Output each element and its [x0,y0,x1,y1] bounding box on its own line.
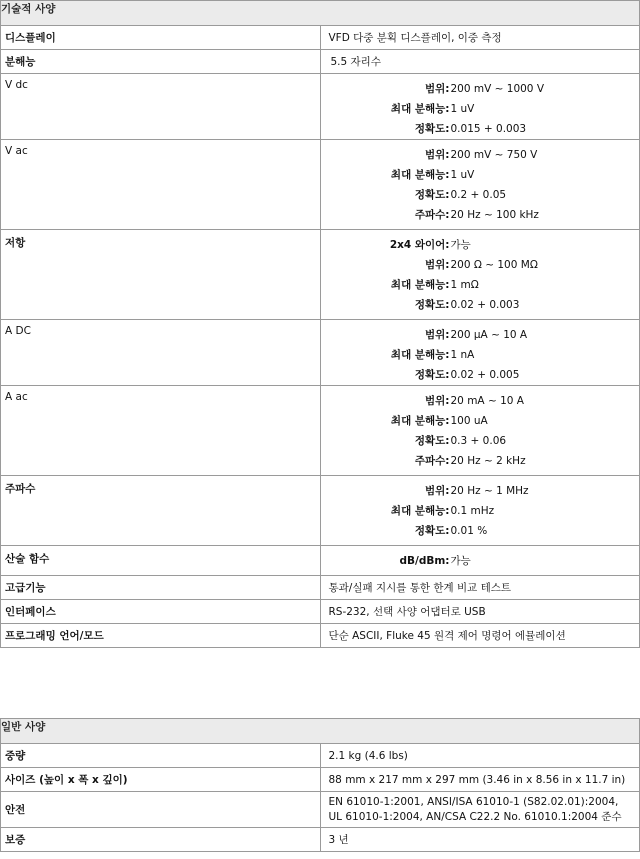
spec-key: 정확도: [414,299,450,311]
spec-value: 1 mΩ [450,279,479,291]
general-spec-table [0,718,640,852]
spec-value: 0.3 + 0.06 [450,435,507,447]
general-spec-title: 일반 사양 [1,719,640,744]
group-label-frequency: 주파수 [1,476,321,546]
group-values-vac [320,140,640,230]
group-values-frequency [320,476,640,546]
spec-value: 1 uV [450,169,475,181]
spec-key: 정확도: [414,189,450,201]
spec-value: 20 Hz ~ 100 kHz [450,209,539,221]
spec-key: 범위: [425,259,450,271]
spec-value: 1 nA [450,349,475,361]
tech-spec-title: 기술적 사양 [1,1,640,26]
spec-key: 정확도: [414,525,450,537]
spec-value: 20 Hz ~ 2 kHz [450,455,526,467]
group-values-math [320,546,640,576]
spec-value: 0.02 + 0.003 [450,299,520,311]
spec-value: 100 uA [450,415,488,427]
spec-key: 최대 분해능: [390,415,450,427]
spec-key: 범위: [425,83,450,95]
spec-value: 200 µA ~ 10 A [450,329,528,341]
row-value-weight: 2.1 kg (4.6 lbs) [320,744,640,768]
group-values-resistance [320,230,640,320]
row-label-advanced: 고급기능 [1,576,321,600]
spec-key: dB/dBm: [399,555,450,567]
row-label-resolution: 분해능 [1,50,321,74]
spec-key: 정확도: [414,369,450,381]
spec-key: 정확도: [414,123,450,135]
group-label-aac: A ac [1,386,321,476]
row-value-size: 88 mm x 217 mm x 297 mm (3.46 in x 8.56 in x 11.7 in) [320,768,640,792]
spec-value: 200 Ω ~ 100 MΩ [450,259,538,271]
spec-key: 최대 분해능: [390,349,450,361]
spec-key: 최대 분해능: [390,103,450,115]
row-value-programming: 단순 ASCII, Fluke 45 원격 제어 명령어 에뮬레이션 [320,624,640,648]
spec-key: 정확도: [414,435,450,447]
spec-key: 범위: [425,329,450,341]
row-label-size: 사이즈 (높이 x 폭 x 깊이) [1,768,321,792]
spec-value: 0.02 + 0.005 [450,369,520,381]
spec-value: 0.2 + 0.05 [450,189,507,201]
row-value-advanced: 통과/실패 지시를 통한 한계 비교 테스트 [320,576,640,600]
group-label-vdc: V dc [1,74,321,140]
row-label-display: 디스플레이 [1,26,321,50]
row-value-warranty: 3 년 [320,828,640,852]
row-value-display: VFD 다중 분획 디스플레이, 이중 측정 [320,26,640,50]
spec-value: 0.015 + 0.003 [450,123,527,135]
spec-value: 200 mV ~ 750 V [450,149,538,161]
row-value-safety: EN 61010-1:2001, ANSI/ISA 61010-1 (S82.02.01):2004, UL 61010-1:2004, AN/CSA C22.2 No. 61010.1:2004 준수 [320,792,640,828]
spec-value: 0.01 % [450,525,488,537]
spec-value: 가능 [450,555,471,567]
spec-value: 0.1 mHz [450,505,495,517]
spec-value: 20 Hz ~ 1 MHz [450,485,529,497]
spec-key: 범위: [425,149,450,161]
group-values-aac [320,386,640,476]
spec-key: 주파수: [414,455,450,467]
spec-value: 200 mV ~ 1000 V [450,83,545,95]
group-values-adc [320,320,640,386]
spec-value: 가능 [450,239,471,251]
spec-key: 최대 분해능: [390,169,450,181]
group-label-adc: A DC [1,320,321,386]
group-label-vac: V ac [1,140,321,230]
spec-key: 2x4 와이어: [389,239,450,251]
row-value-interface: RS-232, 선택 사양 어댑터로 USB [320,600,640,624]
spec-key: 주파수: [414,209,450,221]
row-label-programming: 프로그래밍 언어/모드 [1,624,321,648]
spec-value: 1 uV [450,103,475,115]
spec-value: 20 mA ~ 10 A [450,395,524,407]
group-values-vdc [320,74,640,140]
row-label-warranty: 보증 [1,828,321,852]
group-label-resistance: 저항 [1,230,321,320]
group-label-math: 산술 함수 [1,546,321,576]
row-label-interface: 인터페이스 [1,600,321,624]
spec-key: 최대 분해능: [390,279,450,291]
spec-key: 범위: [425,395,450,407]
spec-key: 최대 분해능: [390,505,450,517]
spec-key: 범위: [425,485,450,497]
row-label-weight: 중량 [1,744,321,768]
row-value-resolution: 5.5 자리수 [320,50,640,74]
row-label-safety: 안전 [1,792,321,828]
